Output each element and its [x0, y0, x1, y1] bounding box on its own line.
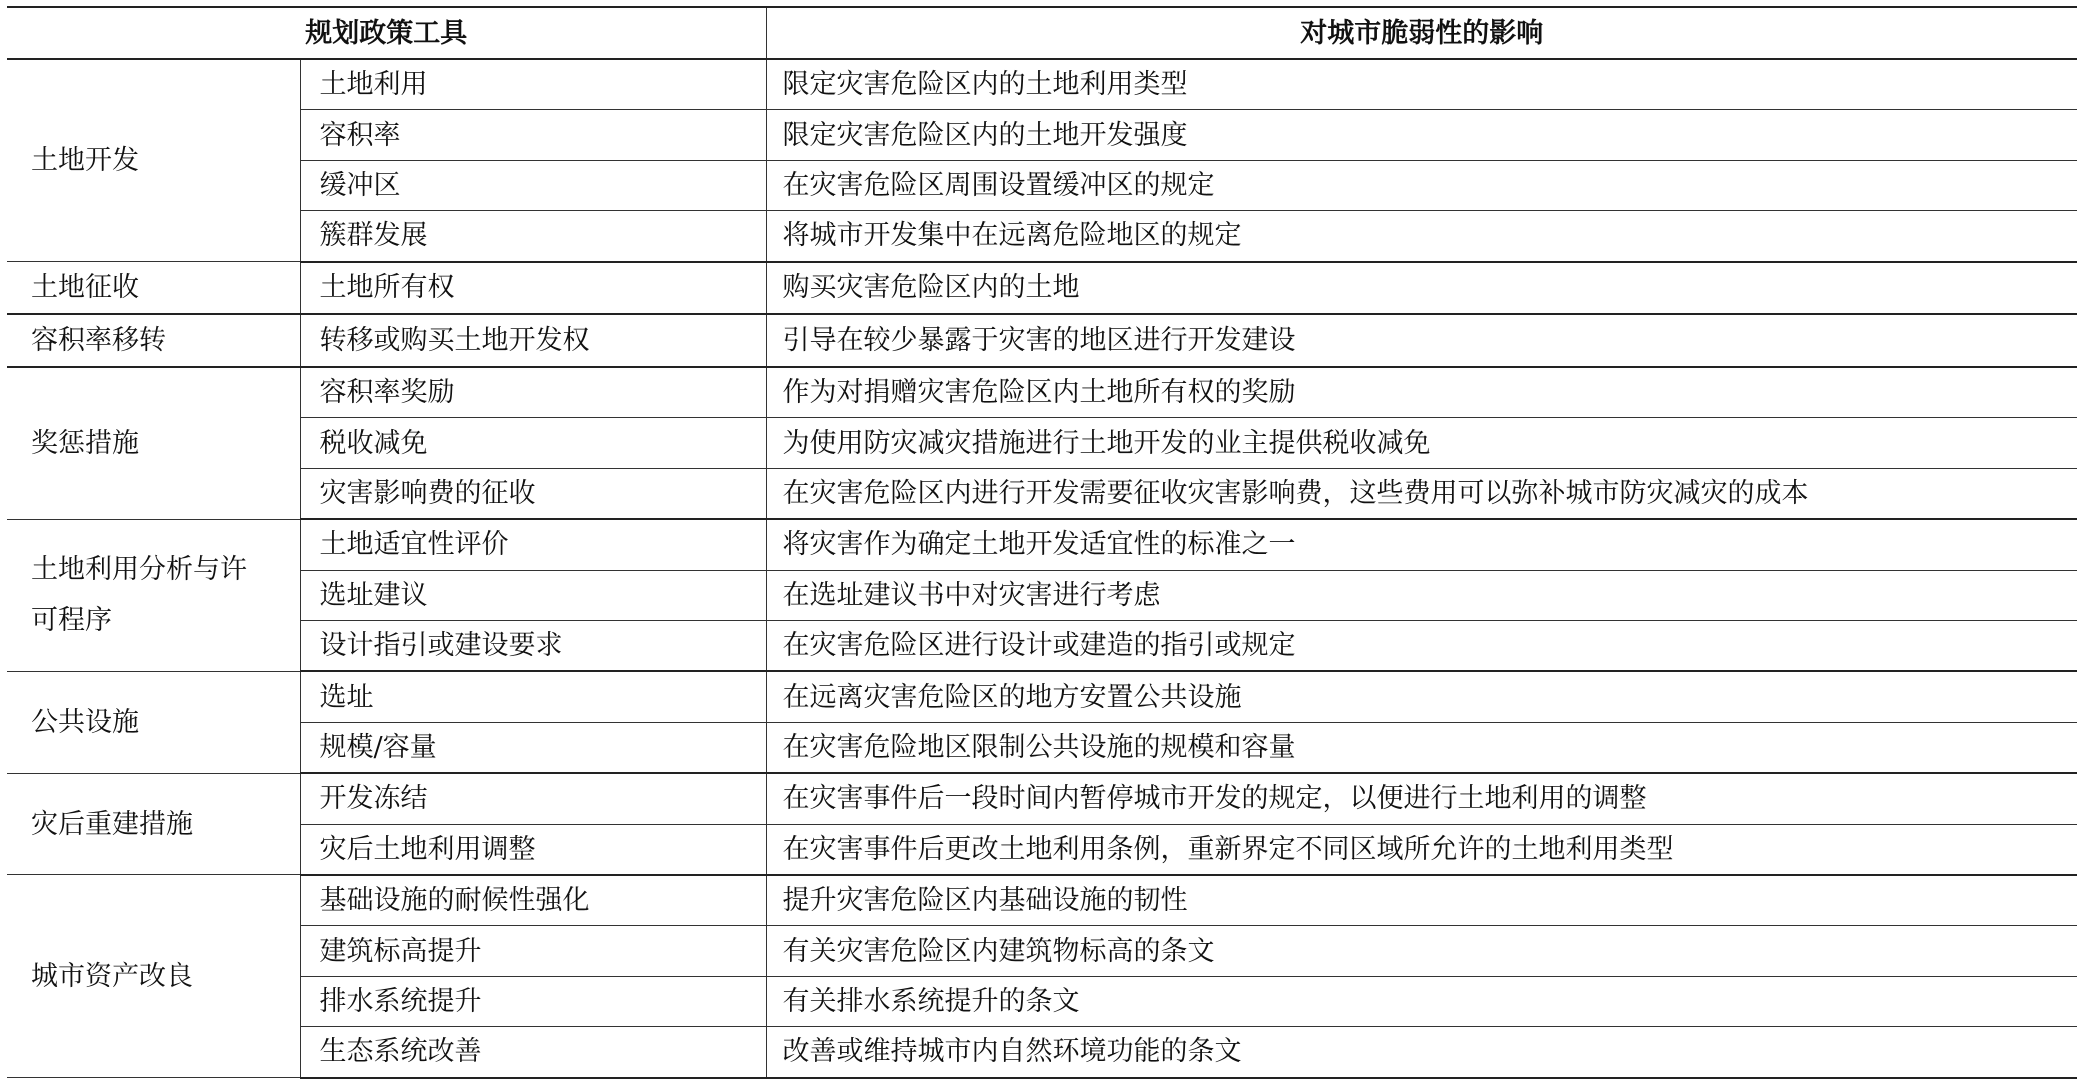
table-row — [7, 976, 2077, 1026]
table-row — [7, 875, 2077, 926]
table-row — [7, 110, 2077, 160]
table-header-row — [7, 7, 2077, 59]
policy-tool-cell: 建筑标高提升 — [300, 926, 766, 976]
policy-tools-table — [7, 6, 2077, 1079]
table-row — [7, 59, 2077, 110]
policy-tool-cell: 土地所有权 — [300, 262, 766, 315]
table-row — [7, 824, 2077, 875]
category-label: 土地征收 — [31, 272, 139, 304]
table-row — [7, 160, 2077, 210]
table-row — [7, 1027, 2077, 1078]
table-row — [7, 519, 2077, 570]
policy-tool-cell: 税收减免 — [300, 418, 766, 468]
category-cell — [7, 773, 300, 875]
impact-cell: 将灾害作为确定土地开发适宜性的标准之一 — [766, 519, 2077, 570]
category-cell — [7, 367, 300, 519]
table-row — [7, 262, 2077, 315]
impact-cell: 在灾害事件后一段时间内暂停城市开发的规定，以便进行土地利用的调整 — [766, 773, 2077, 824]
table-body — [7, 59, 2077, 1078]
policy-tool-cell: 生态系统改善 — [300, 1027, 766, 1078]
impact-cell: 在远离灾害危险区的地方安置公共设施 — [766, 671, 2077, 722]
policy-tool-cell: 转移或购买土地开发权 — [300, 314, 766, 367]
policy-tool-cell: 灾害影响费的征收 — [300, 468, 766, 519]
policy-tool-cell: 灾后土地利用调整 — [300, 824, 766, 875]
category-cell — [7, 875, 300, 1078]
policy-tool-cell: 基础设施的耐候性强化 — [300, 875, 766, 926]
policy-tool-cell: 选址建议 — [300, 570, 766, 620]
impact-cell: 将城市开发集中在远离危险地区的规定 — [766, 211, 2077, 262]
impact-cell: 有关灾害危险区内建筑物标高的条文 — [766, 926, 2077, 976]
category-cell — [7, 671, 300, 773]
policy-tool-cell: 容积率奖励 — [300, 367, 766, 418]
policy-tool-cell: 开发冻结 — [300, 773, 766, 824]
category-cell — [7, 262, 300, 315]
impact-cell: 有关排水系统提升的条文 — [766, 976, 2077, 1026]
impact-cell: 限定灾害危险区内的土地利用类型 — [766, 59, 2077, 110]
impact-cell: 提升灾害危险区内基础设施的韧性 — [766, 875, 2077, 926]
policy-tool-cell: 容积率 — [300, 110, 766, 160]
category-label: 土地开发 — [31, 145, 139, 177]
category-label: 容积率移转 — [31, 325, 166, 357]
impact-cell: 在选址建议书中对灾害进行考虑 — [766, 570, 2077, 620]
policy-tool-cell: 排水系统提升 — [300, 976, 766, 1026]
category-label: 城市资产改良 — [31, 960, 193, 992]
impact-cell: 作为对捐赠灾害危险区内土地所有权的奖励 — [766, 367, 2077, 418]
policy-tool-cell: 土地适宜性评价 — [300, 519, 766, 570]
table-row — [7, 418, 2077, 468]
table-row — [7, 773, 2077, 824]
impact-cell: 在灾害危险区进行设计或建造的指引或规定 — [766, 621, 2077, 672]
table-row — [7, 367, 2077, 418]
table-row — [7, 621, 2077, 672]
category-label: 奖惩措施 — [31, 427, 139, 459]
header-planning-policy-tools: 规划政策工具 — [7, 7, 766, 59]
table-row — [7, 722, 2077, 773]
policy-tool-cell: 簇群发展 — [300, 211, 766, 262]
impact-cell: 购买灾害危险区内的土地 — [766, 262, 2077, 315]
policy-tool-cell: 规模/容量 — [300, 722, 766, 773]
impact-cell: 在灾害危险地区限制公共设施的规模和容量 — [766, 722, 2077, 773]
impact-cell: 引导在较少暴露于灾害的地区进行开发建设 — [766, 314, 2077, 367]
impact-cell: 在灾害事件后更改土地利用条例，重新界定不同区域所允许的土地利用类型 — [766, 824, 2077, 875]
category-label: 灾后重建措施 — [31, 808, 193, 840]
policy-tool-cell: 土地利用 — [300, 59, 766, 110]
category-label: 公共设施 — [31, 706, 139, 738]
table-row — [7, 570, 2077, 620]
impact-cell: 为使用防灾减灾措施进行土地开发的业主提供税收减免 — [766, 418, 2077, 468]
table-row — [7, 671, 2077, 722]
category-cell — [7, 519, 300, 671]
policy-tool-cell: 缓冲区 — [300, 160, 766, 210]
impact-cell: 改善或维持城市内自然环境功能的条文 — [766, 1027, 2077, 1078]
table-row — [7, 211, 2077, 262]
table-row — [7, 468, 2077, 519]
category-cell — [7, 59, 300, 262]
impact-cell: 在灾害危险区周围设置缓冲区的规定 — [766, 160, 2077, 210]
category-cell — [7, 314, 300, 367]
header-impact-on-urban-vulnerability: 对城市脆弱性的影响 — [766, 7, 2077, 59]
impact-cell: 限定灾害危险区内的土地开发强度 — [766, 110, 2077, 160]
policy-tool-cell: 选址 — [300, 671, 766, 722]
policy-tool-cell: 设计指引或建设要求 — [300, 621, 766, 672]
table-row — [7, 926, 2077, 976]
category-label: 土地利用分析与许可程序 — [31, 554, 247, 637]
impact-cell: 在灾害危险区内进行开发需要征收灾害影响费，这些费用可以弥补城市防灾减灾的成本 — [766, 468, 2077, 519]
table-row — [7, 314, 2077, 367]
